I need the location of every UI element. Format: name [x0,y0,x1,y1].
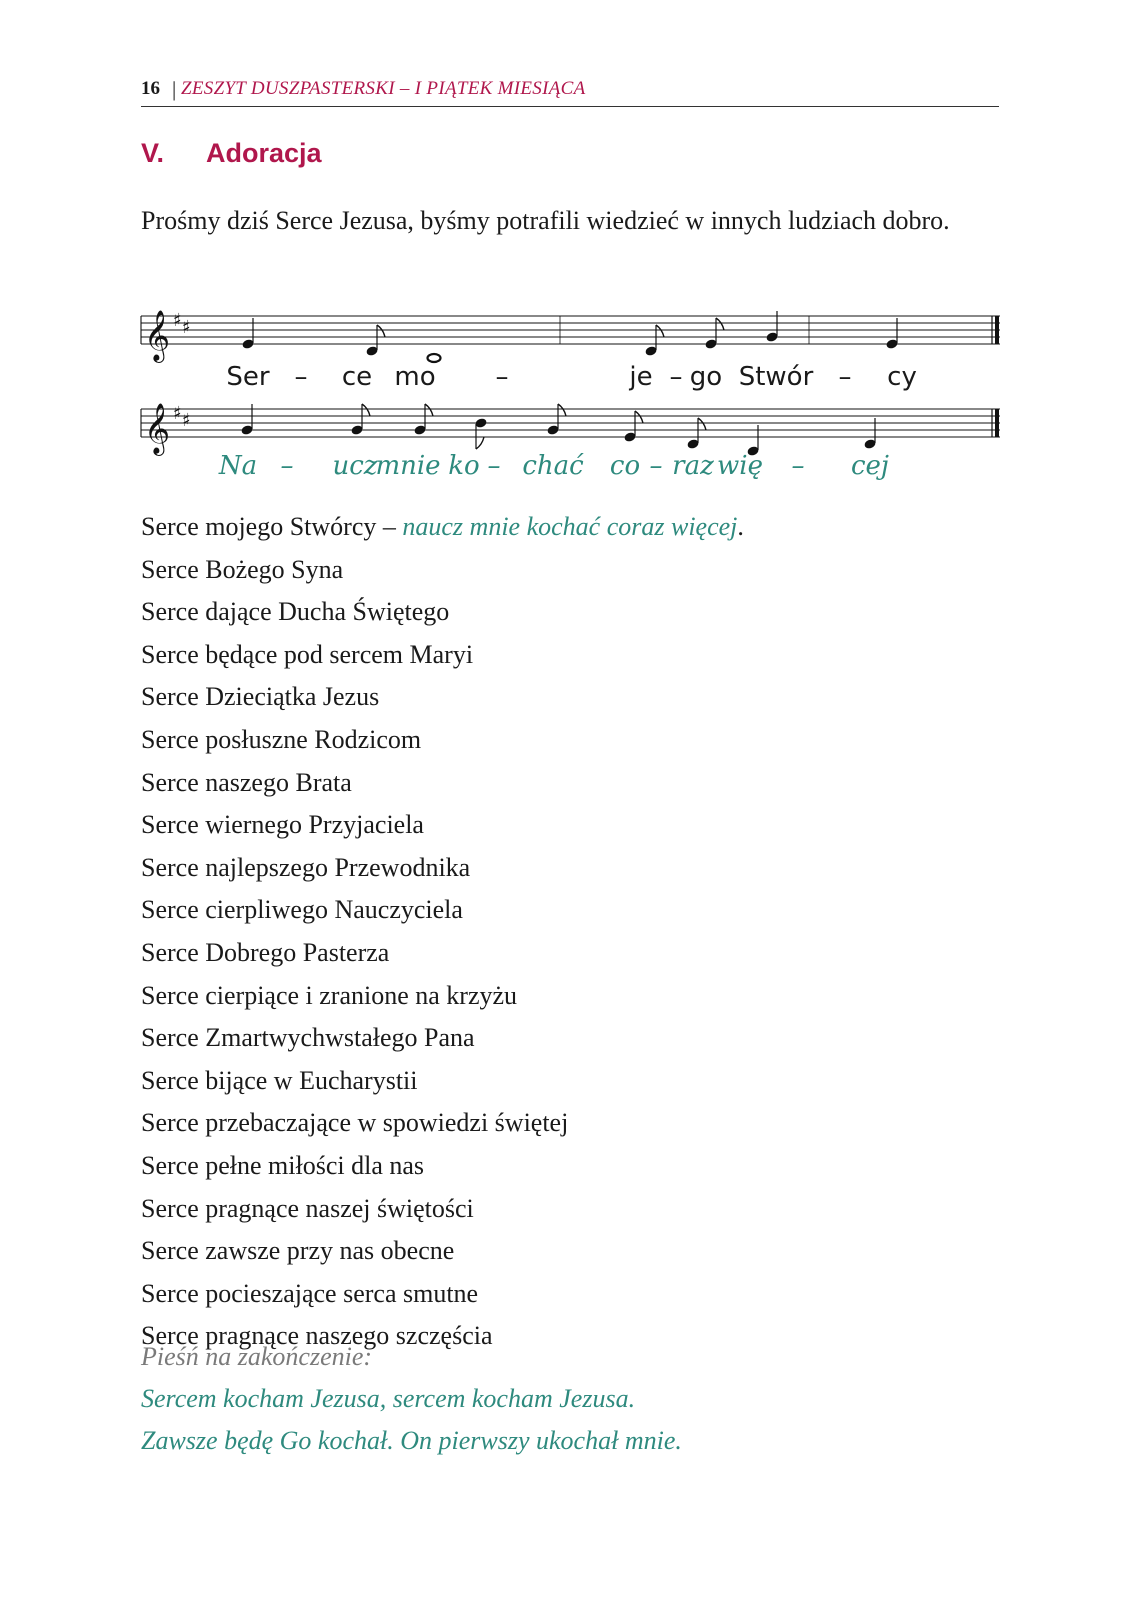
staff-1 [141,316,1000,344]
lyric-syllable: ucz [332,451,378,481]
sharp-icon: ♯ [173,403,182,424]
sharp-icon: ♯ [182,410,191,431]
litany-item: Serce zawsze przy nas obecne [141,1236,455,1266]
lyric-syllable: – [649,451,663,481]
litany-item: Serce wiernego Przyjaciela [141,810,424,840]
lyric-syllable: – [838,362,852,392]
lyric-syllable: go [689,362,723,392]
litany-item: Serce Dzieciątka Jezus [141,682,380,712]
litany-item: Serce Bożego Syna [141,554,344,584]
header-title: ZESZYT DUSZPASTERSKI – I PIĄTEK MIESIĄCA [181,78,586,99]
lyric-syllable: Na [218,451,258,481]
lyric-syllable: raz [672,451,714,481]
lyric-syllable: Stwór [738,362,814,392]
litany-invocation: Serce mojego Stwórcy – [141,512,403,541]
litany-item: Serce posłuszne Rodzicom [141,724,422,754]
sharp-icon: ♯ [182,317,191,338]
litany-response-end: . [737,512,744,541]
section-number: V. [141,138,165,168]
lyric-syllable: Ser [226,362,270,392]
litany-item: Serce pełne miłości dla nas [141,1150,425,1180]
litany-item: Serce pocieszające serca smutne [141,1278,479,1308]
closing-heading: Pieśń na zakończenie: [141,1342,373,1371]
litany-item: Serce przebaczające w spowiedzi świętej [141,1108,569,1138]
lyric-syllable: mo [394,362,436,392]
lyric-syllable: – [280,451,294,481]
staff-1-lyrics [226,362,916,392]
litany-first-line [141,506,744,549]
litany-item: Serce będące pod sercem Maryi [141,639,474,669]
closing-line-2: Zawsze będę Go kochał. On pierwszy ukochał mnie. [141,1426,682,1455]
lyric-syllable: mnie [375,451,441,481]
lyric-syllable: – [791,451,805,481]
lyric-syllable: – [294,362,308,392]
litany-list [141,506,744,1358]
closing-line-1: Sercem kocham Jezusa, sercem kocham Jezusa. [141,1384,636,1413]
litany-item: Serce Zmartwychwstałego Pana [141,1023,475,1053]
lyric-syllable: ko [448,451,480,481]
page-number: 16 [141,78,160,99]
litany-item: Serce cierpiące i zranione na krzyżu [141,980,518,1010]
lyric-syllable: – [495,362,509,392]
treble-clef-icon: 𝄞 [144,403,171,454]
litany-item: Serce najlepszego Przewodnika [141,852,471,882]
litany-item: Serce bijące w Eucharystii [141,1065,418,1095]
litany-item: Serce dające Ducha Świętego [141,597,450,627]
litany-item: Serce Dobrego Pasterza [141,937,390,967]
section-title: Adoracja [206,138,322,168]
closing-song [141,1336,682,1462]
lyric-syllable: cy [887,362,917,392]
litany-item: Serce pragnące naszego szczęścia [141,1321,493,1351]
lyric-syllable: co [609,451,641,481]
sharp-icon: ♯ [173,310,182,331]
header-separator: | [172,77,177,101]
staff-2 [141,409,1000,437]
litany-item: Serce naszego Brata [141,767,352,797]
lyric-syllable: wię [717,451,763,481]
lyric-syllable: cej [850,451,890,481]
litany-response: naucz mnie kochać coraz więcej [402,512,738,541]
lyric-syllable: je [629,362,653,392]
lyric-syllable: – [487,451,501,481]
staff-2-lyrics [218,451,889,481]
lyric-syllable: ce [341,362,373,392]
music-notation [0,0,1142,500]
treble-clef-icon: 𝄞 [144,310,171,361]
lyric-syllable: – [669,362,683,392]
litany-item: Serce cierpliwego Nauczyciela [141,895,463,925]
intro-paragraph: Prośmy dziś Serce Jezusa, byśmy potrafili wiedzieć w innych ludziach dobro. [141,206,950,235]
litany-item: Serce pragnące naszej świętości [141,1193,474,1223]
lyric-syllable: chać [522,451,584,481]
